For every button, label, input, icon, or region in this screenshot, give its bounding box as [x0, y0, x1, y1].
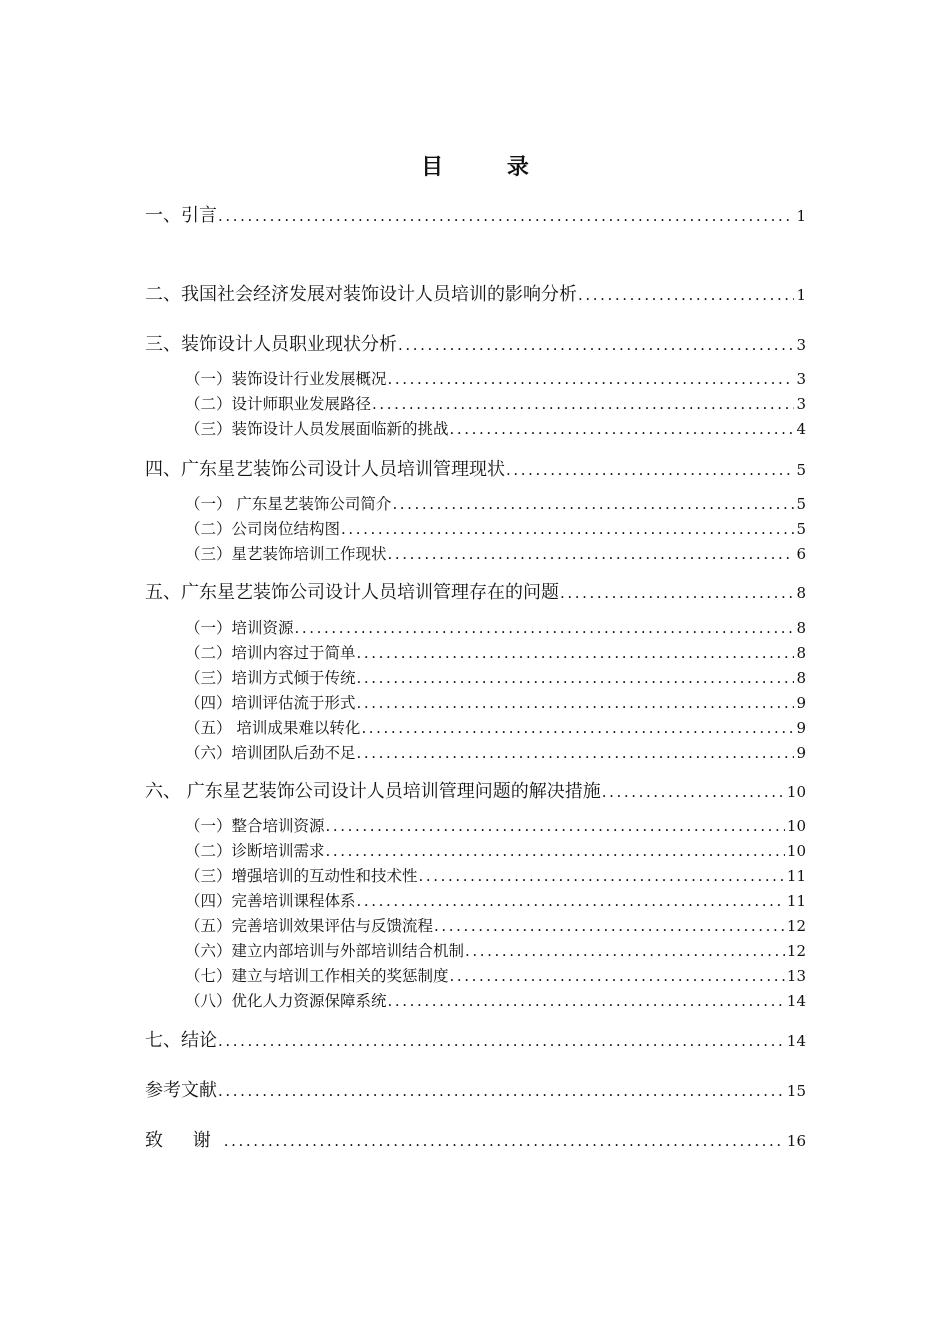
dot-leader: [295, 619, 795, 637]
toc-page-number: 1: [796, 286, 806, 304]
dot-leader: [398, 336, 794, 354]
toc-entry-chapter-6[interactable]: [145, 777, 806, 803]
toc-entry-label: （五） 培训成果难以转化: [185, 719, 361, 737]
toc-entry-4-1[interactable]: [185, 492, 806, 514]
toc-entry-label: （六）建立内部培训与外部培训结合机制: [185, 942, 465, 960]
toc-entry-5-2[interactable]: [185, 641, 806, 663]
toc-entry-label: （二）公司岗位结构图: [185, 520, 341, 538]
dot-leader: [357, 644, 795, 662]
toc-page-number: 14: [786, 992, 806, 1010]
toc-page-number: 5: [796, 520, 806, 538]
toc-page-number: 14: [786, 1032, 806, 1050]
toc-entry-label: （一）装饰设计行业发展概况: [185, 370, 387, 388]
toc-entry-label: 三、装饰设计人员职业现状分析: [145, 334, 397, 355]
toc-page-number: 15: [786, 1082, 806, 1100]
dot-leader: [450, 967, 785, 985]
toc-page-number: 1: [796, 207, 806, 225]
toc-entry-5-4[interactable]: [185, 691, 806, 713]
toc-page-number: 8: [796, 584, 806, 602]
toc-entry-4-2[interactable]: [185, 517, 806, 539]
dot-leader: [218, 1032, 785, 1050]
toc-entry-4-3[interactable]: [185, 542, 806, 564]
toc-entry-6-4[interactable]: [185, 889, 806, 911]
toc-page-number: 13: [786, 967, 806, 985]
dot-leader: [224, 1132, 785, 1150]
dot-leader: [392, 495, 794, 513]
toc-page-number: 9: [796, 719, 806, 737]
dot-leader: [372, 395, 794, 413]
toc-entry-label: （五）完善培训效果评估与反馈流程: [185, 917, 434, 935]
toc-page-number: 16: [786, 1132, 806, 1150]
page-title: 目 录: [421, 154, 557, 180]
toc-page-number: 10: [786, 817, 806, 835]
dot-leader: [602, 783, 785, 801]
toc-entry-label: （七）建立与培训工作相关的奖惩制度: [185, 967, 449, 985]
toc-page-number: 9: [796, 744, 806, 762]
dot-leader: [357, 744, 795, 762]
dot-leader: [450, 420, 795, 438]
toc-entry-6-6[interactable]: [185, 939, 806, 961]
toc-page-number: 8: [796, 644, 806, 662]
toc-page-number: 4: [796, 420, 806, 438]
dot-leader: [560, 584, 794, 602]
toc-entry-chapter-4[interactable]: [145, 455, 806, 481]
toc-entry-chapter-5[interactable]: [145, 578, 806, 604]
toc-entry-chapter-2[interactable]: [145, 280, 806, 306]
toc-entry-label: （三）装饰设计人员发展面临新的挑战: [185, 420, 449, 438]
toc-entry-3-3[interactable]: [185, 417, 806, 439]
toc-entry-6-7[interactable]: [185, 964, 806, 986]
toc-entry-references[interactable]: [145, 1076, 806, 1102]
toc-entry-label: 二、我国社会经济发展对装饰设计人员培训的影响分析: [145, 284, 577, 305]
dot-leader: [218, 1082, 785, 1100]
toc-entry-label: 五、广东星艺装饰公司设计人员培训管理存在的问题: [145, 582, 559, 603]
toc-entry-6-8[interactable]: [185, 989, 806, 1011]
dot-leader: [326, 817, 785, 835]
toc-entry-label: （三）增强培训的互动性和技术性: [185, 867, 418, 885]
toc-entry-5-3[interactable]: [185, 666, 806, 688]
toc-entry-6-2[interactable]: [185, 839, 806, 861]
toc-entry-label: （四）培训评估流于形式: [185, 694, 356, 712]
toc-entry-6-3[interactable]: [185, 864, 806, 886]
toc-entry-label: （一） 广东星艺装饰公司简介: [185, 495, 392, 513]
toc-entry-label: 参考文献: [145, 1080, 217, 1101]
dot-leader: [419, 867, 785, 885]
dot-leader: [465, 942, 785, 960]
toc-page-number: 8: [796, 669, 806, 687]
dot-leader: [388, 992, 785, 1010]
toc-entry-conclusion[interactable]: [145, 1026, 806, 1052]
toc-entry-6-5[interactable]: [185, 914, 806, 936]
dot-leader: [357, 669, 795, 687]
toc-entry-label: （一）整合培训资源: [185, 817, 325, 835]
toc-page-number: 12: [786, 917, 806, 935]
toc-entry-3-2[interactable]: [185, 392, 806, 414]
toc-entry-label: （三）星艺装饰培训工作现状: [185, 545, 387, 563]
dot-leader: [361, 719, 794, 737]
toc-entry-label: 四、广东星艺装饰公司设计人员培训管理现状: [145, 459, 505, 480]
toc-page-number: 3: [796, 336, 806, 354]
toc-entry-chapter-3[interactable]: [145, 330, 806, 356]
dot-leader: [578, 286, 794, 304]
toc-page-number: 3: [796, 370, 806, 388]
toc-entry-label: （二）培训内容过于简单: [185, 644, 356, 662]
toc-page-number: 6: [796, 545, 806, 563]
toc-page-number: 5: [796, 495, 806, 513]
dot-leader: [341, 520, 794, 538]
toc-page-number: 11: [786, 892, 806, 910]
toc-entry-6-1[interactable]: [185, 814, 806, 836]
toc-page-number: 10: [786, 842, 806, 860]
toc-entry-5-6[interactable]: [185, 741, 806, 763]
toc-entry-label: （八）优化人力资源保障系统: [185, 992, 387, 1010]
toc-page-number: 5: [796, 461, 806, 479]
toc-page-number: 10: [786, 783, 806, 801]
toc-page-number: 9: [796, 694, 806, 712]
toc-entry-label: 致 谢: [145, 1130, 223, 1151]
dot-leader: [357, 694, 795, 712]
toc-entry-5-1[interactable]: [185, 616, 806, 638]
dot-leader: [326, 842, 785, 860]
toc-page-number: 12: [786, 942, 806, 960]
toc-page-number: 8: [796, 619, 806, 637]
toc-entry-label: （六）培训团队后劲不足: [185, 744, 356, 762]
toc-entry-label: 一、引言: [145, 205, 217, 226]
dot-leader: [434, 917, 785, 935]
dot-leader: [506, 461, 794, 479]
toc-entry-label: （二）诊断培训需求: [185, 842, 325, 860]
toc-entry-intro[interactable]: [145, 201, 806, 227]
toc-page-number: 11: [786, 867, 806, 885]
dot-leader: [388, 545, 795, 563]
dot-leader: [388, 370, 795, 388]
toc-entry-label: （二）设计师职业发展路径: [185, 395, 372, 413]
toc-entry-3-1[interactable]: [185, 367, 806, 389]
toc-page-number: 3: [796, 395, 806, 413]
toc-entry-label: （四）完善培训课程体系: [185, 892, 356, 910]
toc-entry-label: 六、 广东星艺装饰公司设计人员培训管理问题的解决措施: [145, 781, 601, 802]
toc-entry-label: （一）培训资源: [185, 619, 294, 637]
toc-entry-acknowledgements[interactable]: [145, 1126, 806, 1152]
toc-entry-label: （三）培训方式倾于传统: [185, 669, 356, 687]
dot-leader: [357, 892, 785, 910]
dot-leader: [218, 207, 794, 225]
toc-entry-5-5[interactable]: [185, 716, 806, 738]
toc-entry-label: 七、结论: [145, 1030, 217, 1051]
